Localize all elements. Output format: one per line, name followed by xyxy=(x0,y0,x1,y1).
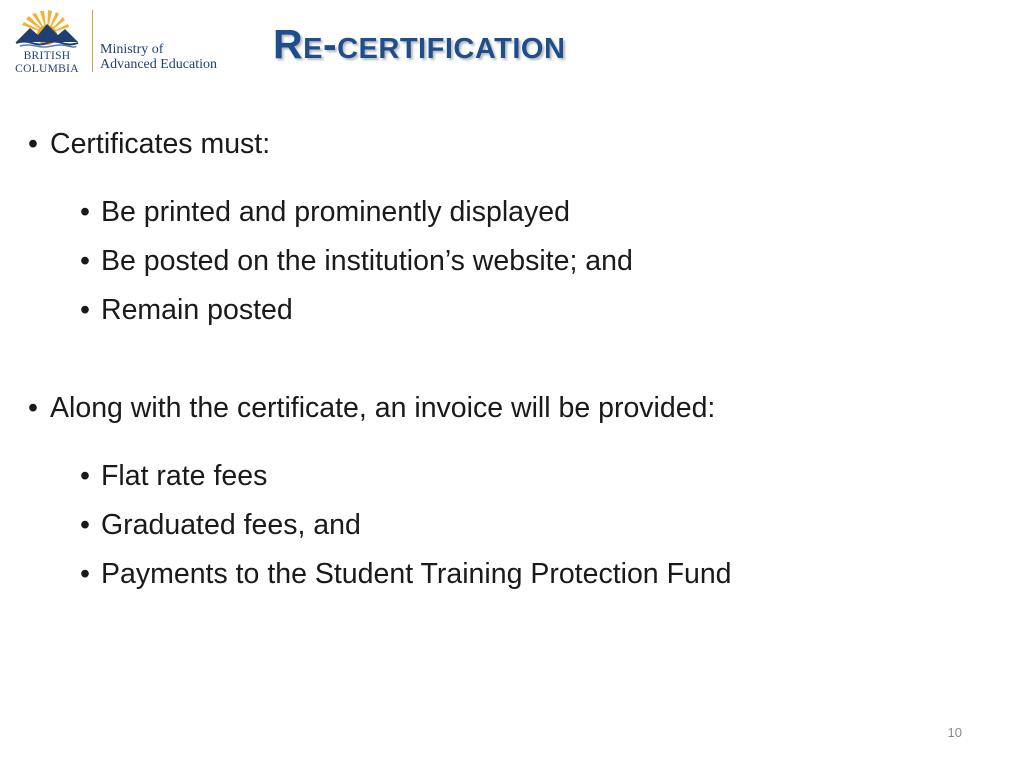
bullet-heading-certificates xyxy=(28,127,270,161)
bullet-dot: • xyxy=(28,392,38,424)
bullet-dot: • xyxy=(80,509,90,541)
bullet-text: Be printed and prominently displayed xyxy=(101,196,570,228)
sub-bullet-item xyxy=(80,508,361,542)
sub-bullet-item xyxy=(80,557,732,591)
bullet-dot: • xyxy=(80,460,90,492)
bullet-text: Be posted on the institution’s website; and xyxy=(101,245,633,277)
bullet-text: Certificates must: xyxy=(50,128,271,160)
bullet-dot: • xyxy=(80,294,90,326)
logo-province-line1: BRITISH xyxy=(23,50,71,62)
sub-bullet-item xyxy=(80,244,633,278)
bullet-text: Along with the certificate, an invoice will be provided: xyxy=(50,392,716,424)
sub-bullet-item xyxy=(80,459,267,493)
bullet-dot: • xyxy=(28,128,38,160)
bullet-dot: • xyxy=(80,245,90,277)
logo-ministry-line2: Advanced Education xyxy=(100,57,218,72)
bullet-text: Graduated fees, and xyxy=(101,509,361,541)
bullet-text: Remain posted xyxy=(101,294,293,326)
logo-province-line2: COLUMBIA xyxy=(15,63,79,75)
bullet-dot: • xyxy=(80,196,90,228)
logo-ministry-line1: Ministry of xyxy=(100,42,164,57)
page-number: 10 xyxy=(947,725,962,740)
slide-title: Re-certification xyxy=(273,21,566,67)
bullet-text: Flat rate fees xyxy=(101,460,268,492)
bullet-dot: • xyxy=(80,558,90,590)
sub-bullet-item xyxy=(80,293,293,327)
bullet-text: Payments to the Student Training Protection Fund xyxy=(101,558,732,590)
sub-bullet-item xyxy=(80,195,570,229)
bullet-heading-invoice xyxy=(28,391,715,425)
